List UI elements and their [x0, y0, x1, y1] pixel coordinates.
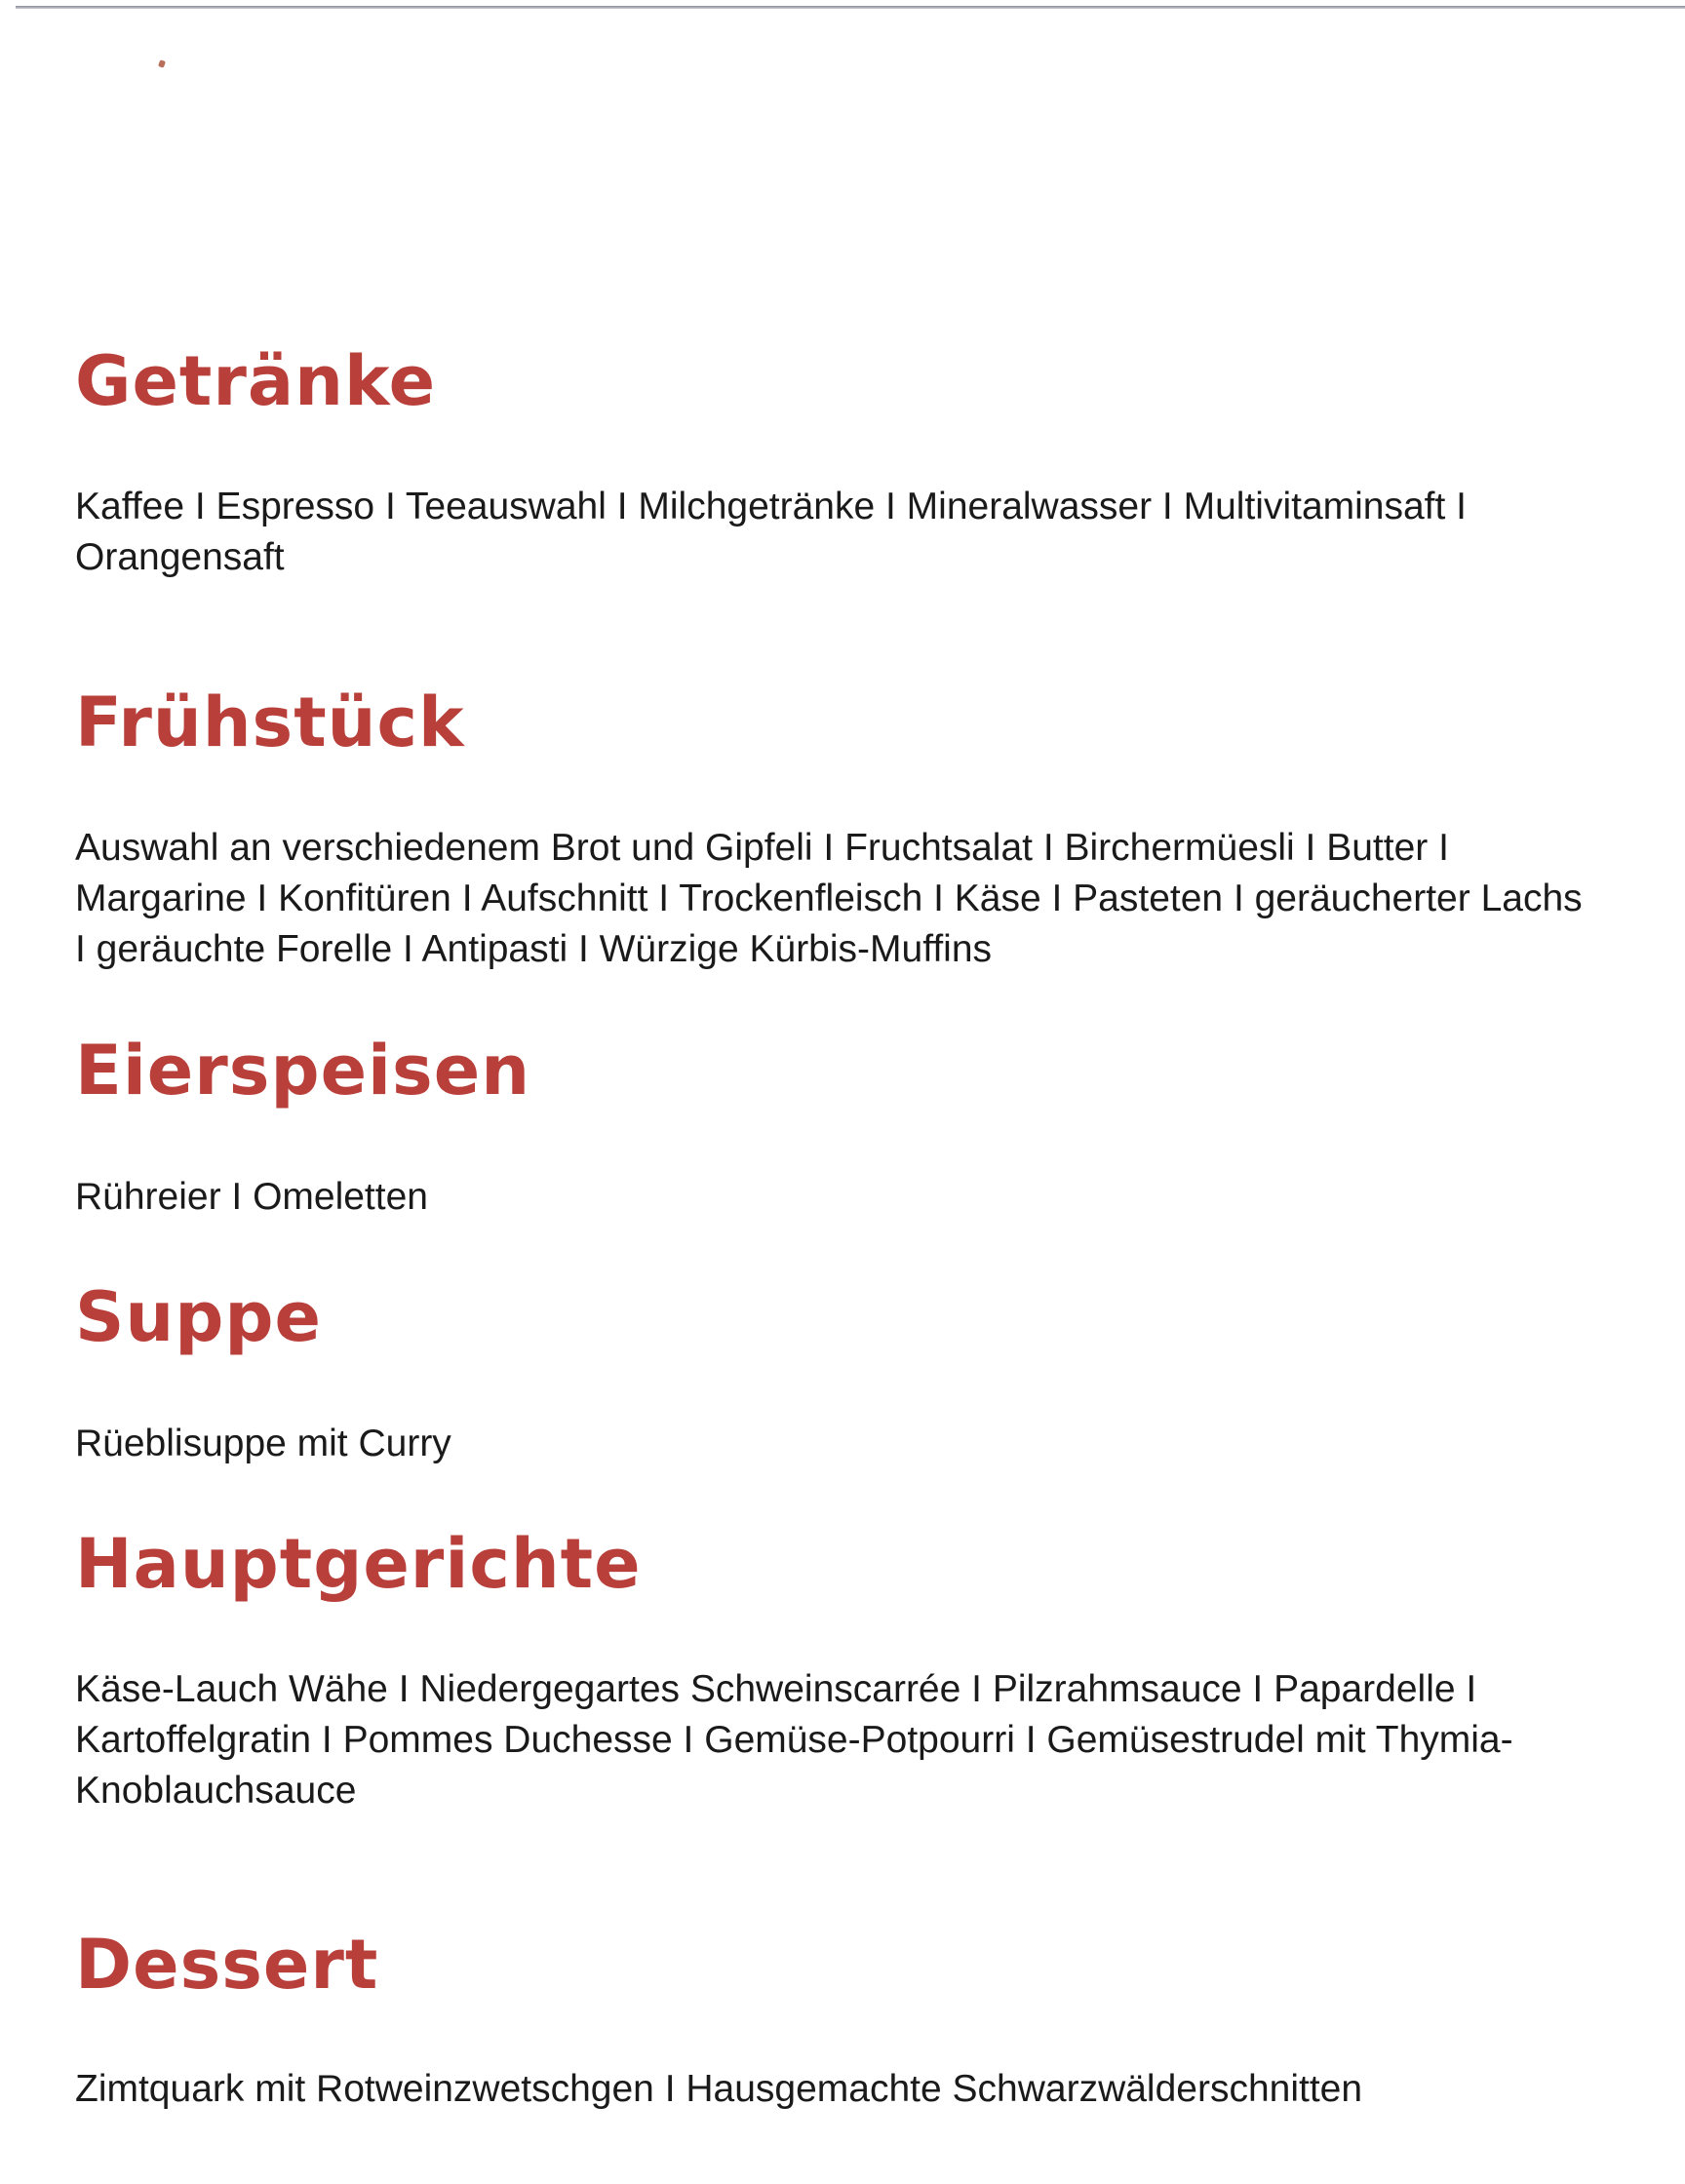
scan-speck	[158, 59, 166, 68]
section-items-getraenke: Kaffee I Espresso I Teeauswahl I Milchgetränke I Mineralwasser I Multivitaminsaft I Orangensaft	[75, 486, 1468, 578]
section-heading-hauptgerichte: Hauptgerichte	[75, 1524, 642, 1604]
section-heading-fruehstueck: Frühstück	[75, 682, 465, 762]
section-items-eierspeisen: Rühreier I Omeletten	[75, 1176, 428, 1218]
section-items-suppe: Rüeblisuppe mit Curry	[75, 1423, 451, 1464]
section-heading-eierspeisen: Eierspeisen	[75, 1031, 531, 1111]
section-items-dessert: Zimtquark mit Rotweinzwetschgen I Hausgemachte Schwarzwälderschnitten	[75, 2068, 1363, 2110]
section-items-hauptgerichte: Käse-Lauch Wähe I Niedergegartes Schweinscarrée I Pilzrahmsauce I Papardelle I Kartoffelgratin I Pommes Duchesse I Gemüse-Potpourri I Gemüsestrudel mit Thymia-Knoblauchsauce	[75, 1668, 1513, 1812]
section-heading-suppe: Suppe	[75, 1277, 322, 1357]
section-heading-getraenke: Getränke	[75, 341, 437, 421]
section-heading-dessert: Dessert	[75, 1925, 379, 2005]
section-items-fruehstueck: Auswahl an verschiedenem Brot und Gipfeli I Fruchtsalat I Birchermüesli I Butter I Margarine I Konfitüren I Aufschnitt I Trockenfleisch I Käse I Pasteten I geräucherter Lachs I geräuchte Forelle I Antipasti I Würzige Kürbis-Muffins	[75, 827, 1583, 970]
top-border-line	[16, 6, 1685, 9]
